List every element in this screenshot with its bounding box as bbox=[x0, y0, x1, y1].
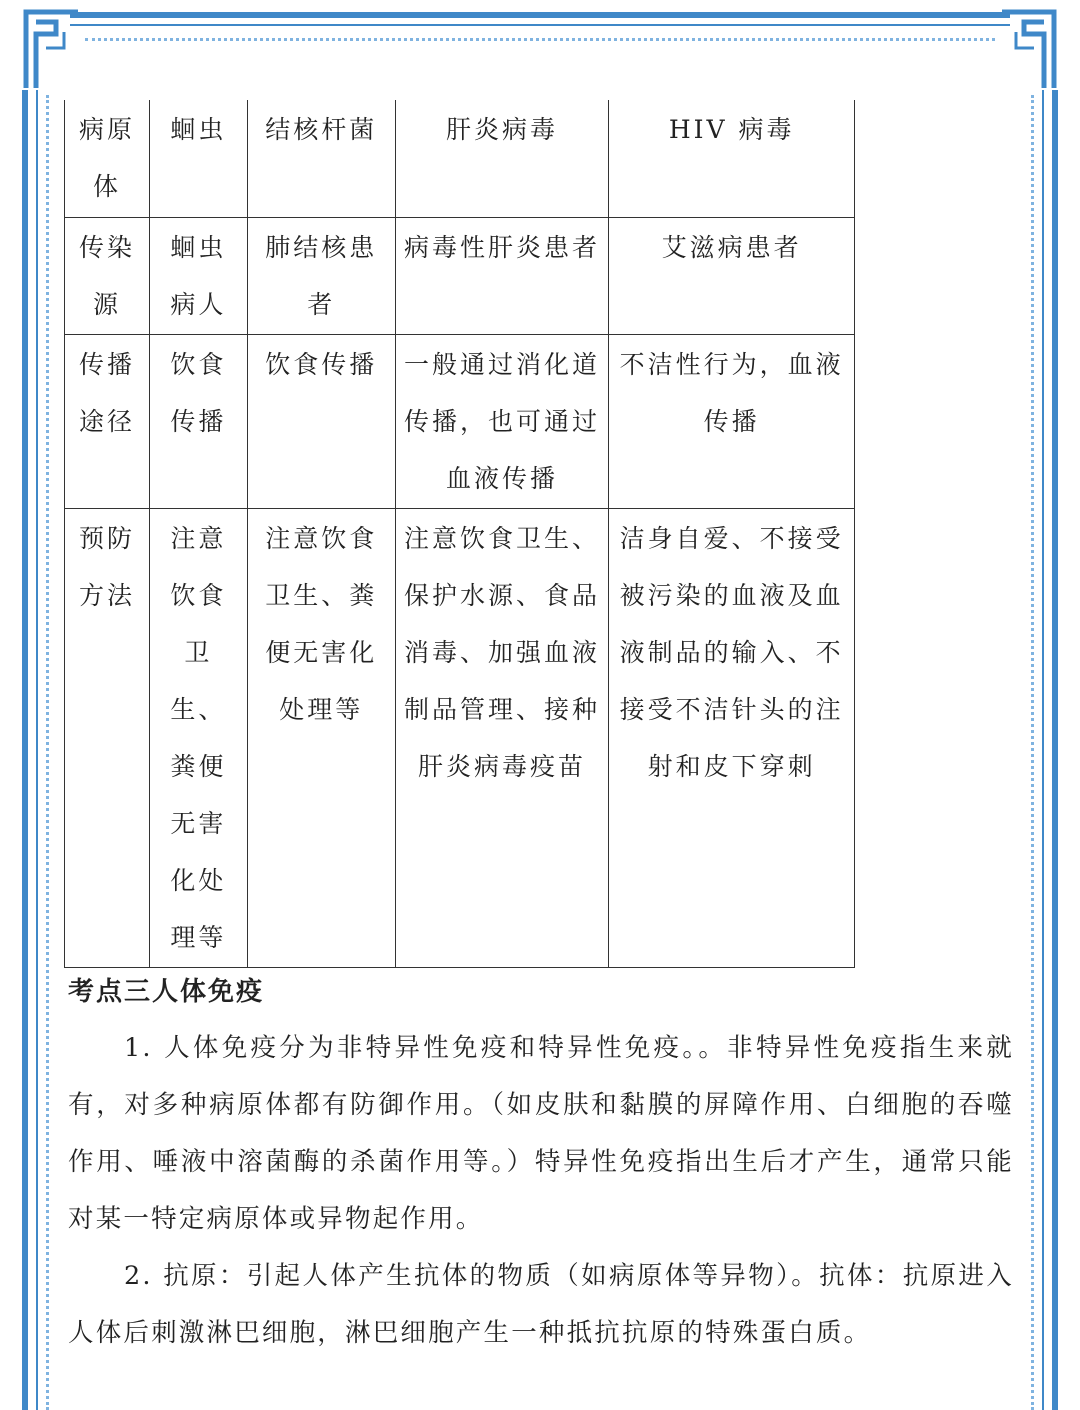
corner-ornament-top-right bbox=[1000, 4, 1062, 88]
table-row bbox=[65, 508, 855, 967]
table-cell: 结核杆菌 bbox=[247, 100, 395, 217]
table-cell: 蛔虫病人 bbox=[149, 217, 247, 334]
table-cell: 注意饮食卫生、保护水源、食品消毒、加强血液制品管理、接种肝炎病毒疫苗 bbox=[395, 508, 609, 967]
frame-right-border bbox=[1042, 90, 1058, 1410]
table-cell: 艾滋病患者 bbox=[609, 217, 855, 334]
table-cell: 肺结核患者 bbox=[247, 217, 395, 334]
frame-left-border bbox=[22, 90, 38, 1410]
table-cell: 注意饮食卫生、粪便无害化处理等 bbox=[247, 508, 395, 967]
table-cell: 肝炎病毒 bbox=[395, 100, 609, 217]
table-cell: 一般通过消化道传播，也可通过血液传播 bbox=[395, 334, 609, 508]
table-cell: 不洁性行为，血液传播 bbox=[609, 334, 855, 508]
row-header-transmission: 传播途径 bbox=[65, 334, 150, 508]
frame-right-dots bbox=[1031, 95, 1034, 1410]
frame-top-border bbox=[70, 12, 1010, 26]
table-cell: 饮食传播 bbox=[149, 334, 247, 508]
table-cell: 洁身自爱、不接受被污染的血液及血液制品的输入、不接受不洁针头的注射和皮下穿刺 bbox=[609, 508, 855, 967]
table-row bbox=[65, 334, 855, 508]
table-cell: 饮食传播 bbox=[247, 334, 395, 508]
row-header-pathogen: 病原体 bbox=[65, 100, 150, 217]
row-header-prevention: 预防方法 bbox=[65, 508, 150, 967]
table-cell: HIV 病毒 bbox=[609, 100, 855, 217]
row-header-source: 传染源 bbox=[65, 217, 150, 334]
table-cell: 注意饮食卫生、粪便无害化处理等 bbox=[149, 508, 247, 967]
paragraph-2: 2. 抗原：引起人体产生抗体的物质（如病原体等异物）。抗体：抗原进入人体后刺激淋巴细胞，淋巴细胞产生一种抵抗抗原的特殊蛋白质。 bbox=[68, 1261, 1014, 1348]
table-row bbox=[65, 217, 855, 334]
frame-left-dots bbox=[46, 95, 49, 1410]
table-row bbox=[65, 100, 855, 217]
table-cell: 病毒性肝炎患者 bbox=[395, 217, 609, 334]
table-cell: 蛔虫 bbox=[149, 100, 247, 217]
paragraph-1: 1. 人体免疫分为非特异性免疫和特异性免疫。。非特异性免疫指生来就有，对多种病原体都有防御作用。（如皮肤和黏膜的屏障作用、白细胞的吞噬作用、唾液中溶菌酶的杀菌作用等。）特异性免疫指出生后才产生，通常只能对某一特定病原体或异物起作用。 bbox=[68, 1033, 1014, 1234]
frame-top-dots bbox=[85, 38, 995, 41]
disease-table bbox=[64, 100, 855, 968]
corner-ornament-top-left bbox=[18, 4, 80, 88]
section-heading: 考点三人体免疫 bbox=[68, 977, 265, 1007]
